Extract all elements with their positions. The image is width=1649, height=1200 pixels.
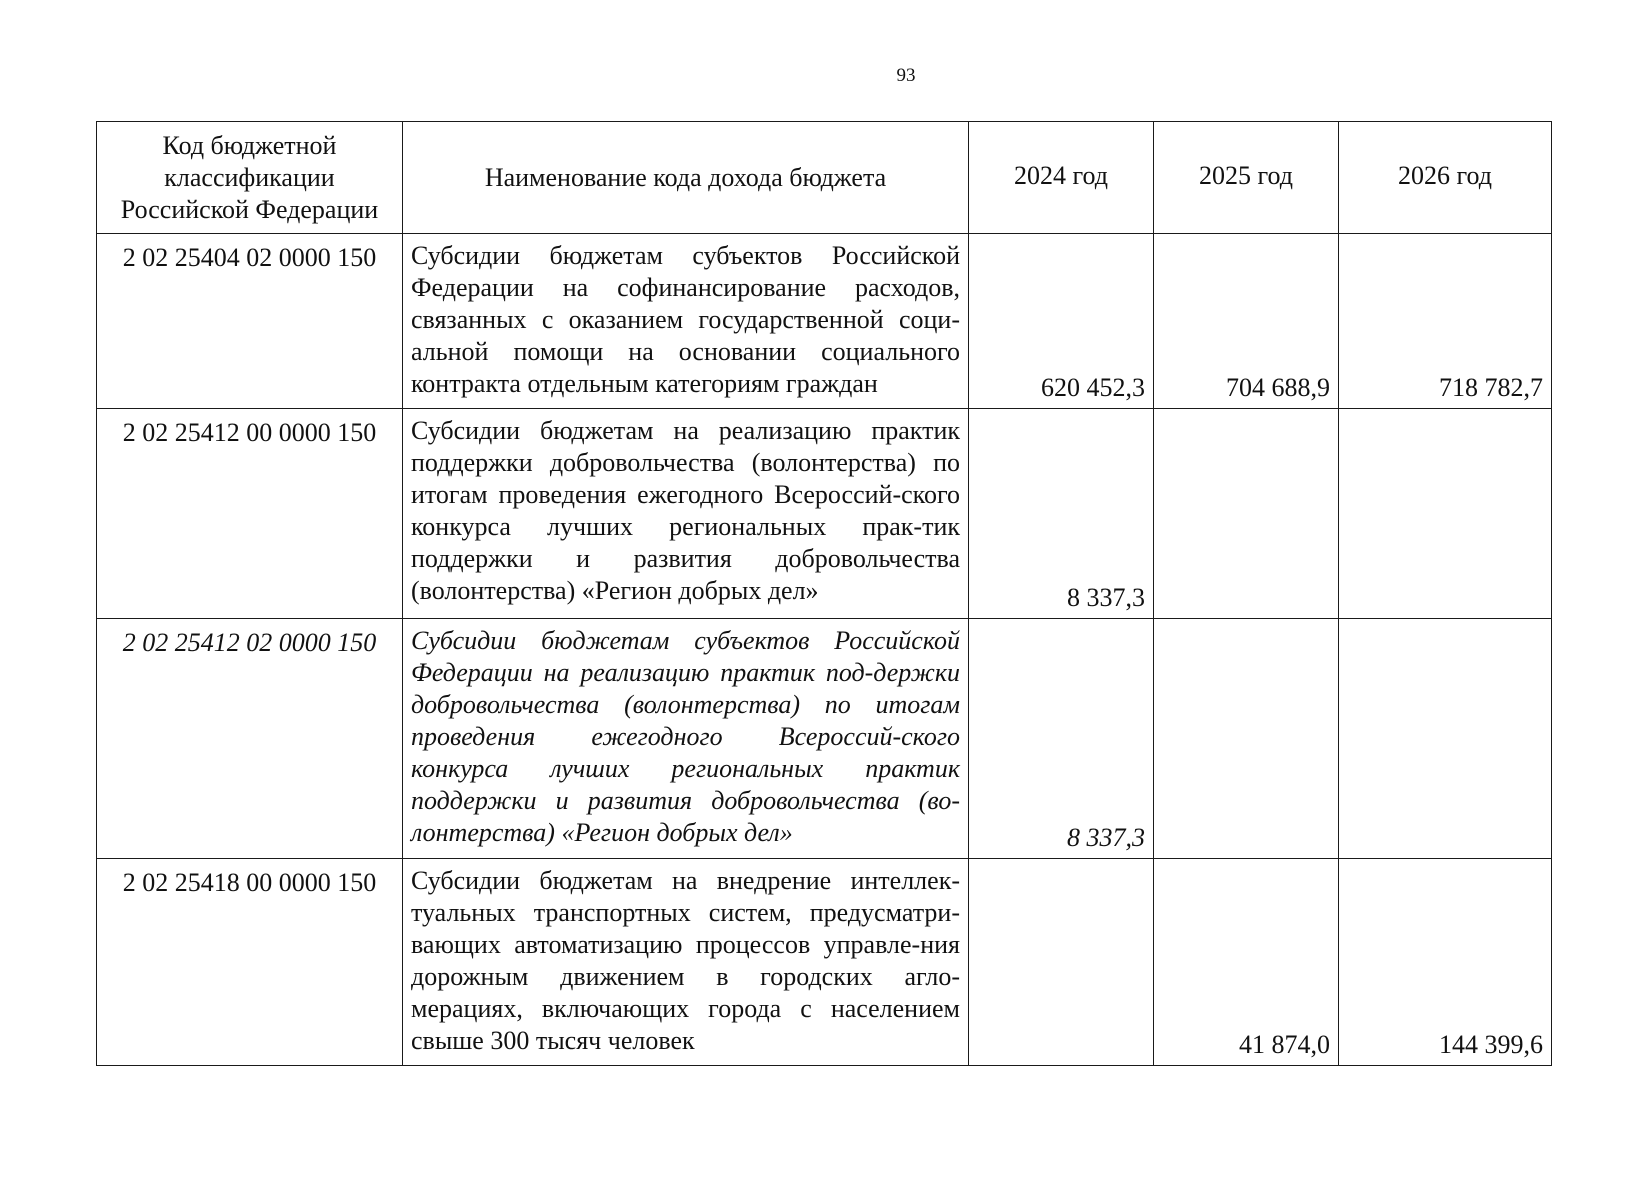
revenue-name-cell: Субсидии бюджетам на реализацию практик поддержки добровольчества (волонтерства) по итогам проведения ежегодного Всероссий-ского конкурса лучших региональных прак-тик поддержки и развития добровольчества (волонтерства) «Регион добрых дел» [403,409,969,619]
budget-code-cell: 2 02 25412 02 0000 150 [97,619,403,859]
value-2026-cell [1339,619,1552,859]
page-number: 93 [896,65,916,86]
table-row [97,619,1552,859]
revenue-name-cell: Субсидии бюджетам субъектов Российской Федерации на софинансирование расходов, связанных с оказанием государственной соци-альной помощи на основании социального контракта отдельным категориям граждан [403,234,969,409]
value-2026-cell: 144 399,6 [1339,859,1552,1066]
value-2024-cell: 620 452,3 [969,234,1154,409]
header-2026: 2026 год [1339,122,1552,234]
value-2024-cell: 8 337,3 [969,409,1154,619]
header-2025: 2025 год [1154,122,1339,234]
table-header-row [97,122,1552,234]
value-2026-cell: 718 782,7 [1339,234,1552,409]
header-name: Наименование кода дохода бюджета [403,122,969,234]
budget-code-cell: 2 02 25418 00 0000 150 [97,859,403,1066]
revenue-name-cell: Субсидии бюджетам субъектов Российской Федерации на реализацию практик под-держки добровольчества (волонтерства) по итогам проведения ежегодного Всероссий-ского конкурса лучших региональных практик поддержки и развития добровольчества (во-лонтерства) «Регион добрых дел» [403,619,969,859]
value-2025-cell [1154,409,1339,619]
value-2024-cell [969,859,1154,1066]
revenue-name-cell: Субсидии бюджетам на внедрение интеллек-туальных транспортных систем, предусматри-вающих автоматизацию процессов управле-ния дорожным движением в городских агло-мерациях, включающих города с населением свыше 300 тысяч человек [403,859,969,1066]
value-2025-cell [1154,619,1339,859]
header-code: Код бюджетной классификации Российской Федерации [97,122,403,234]
value-2026-cell [1339,409,1552,619]
header-2024: 2024 год [969,122,1154,234]
table-row [97,409,1552,619]
budget-code-cell: 2 02 25404 02 0000 150 [97,234,403,409]
value-2025-cell: 41 874,0 [1154,859,1339,1066]
table-row [97,234,1552,409]
value-2025-cell: 704 688,9 [1154,234,1339,409]
budget-code-cell: 2 02 25412 00 0000 150 [97,409,403,619]
table-row [97,859,1552,1066]
budget-revenue-table [96,121,1552,1066]
value-2024-cell: 8 337,3 [969,619,1154,859]
